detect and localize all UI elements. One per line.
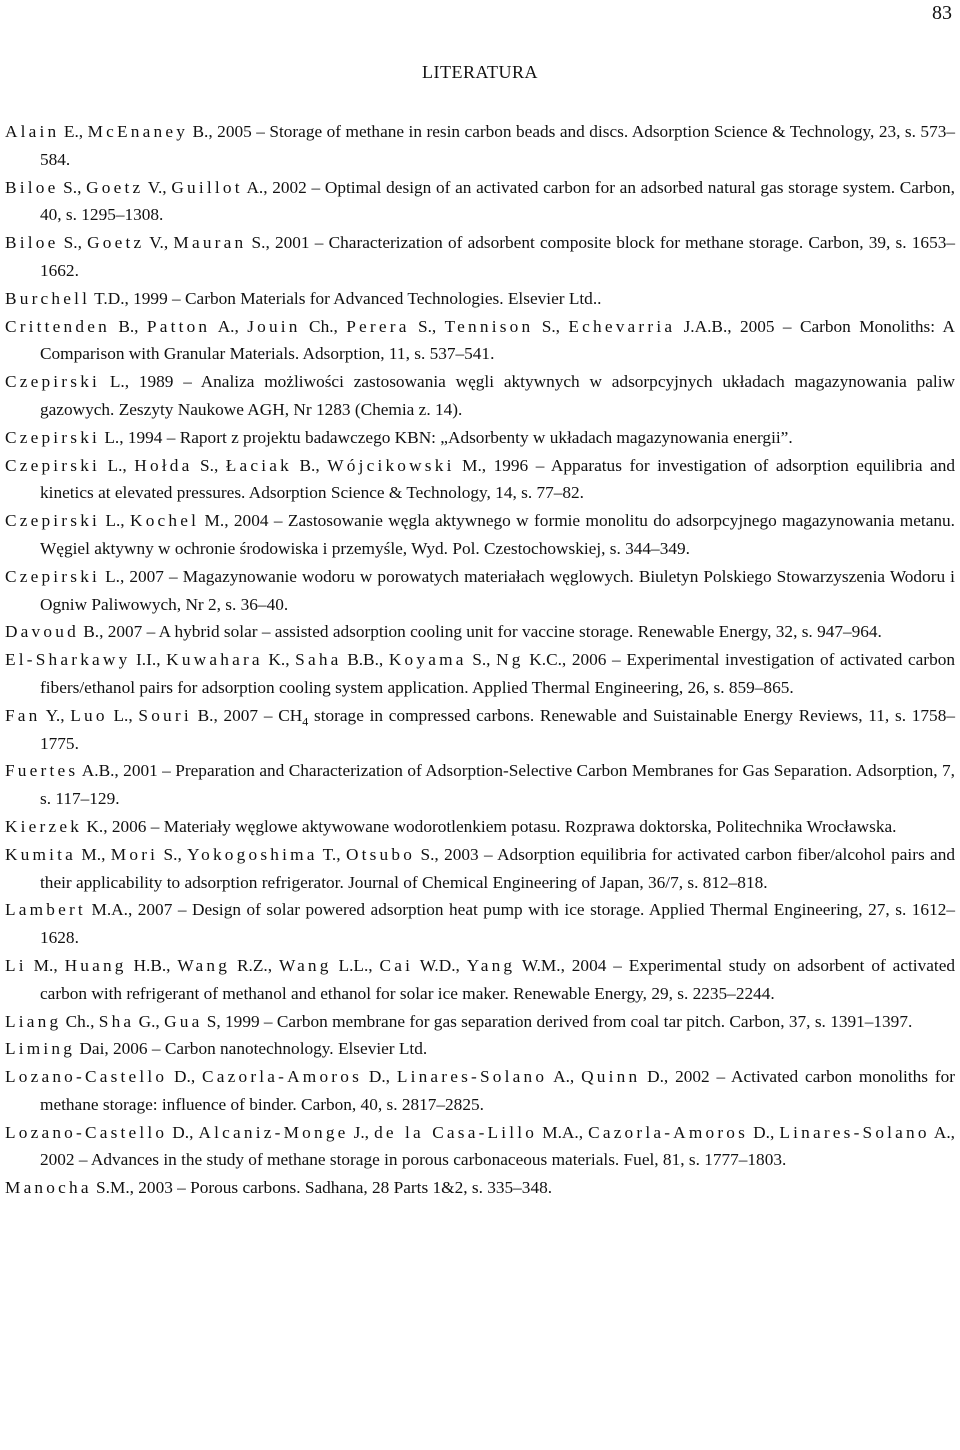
author-name: Luo — [70, 705, 108, 725]
reference-text: storage in compressed carbons. Renewable and Suistainable Energy Reviews, 11, s. 1758–1775. — [40, 705, 955, 753]
subscript: 4 — [302, 714, 309, 729]
author-name: Łaciak — [225, 455, 293, 475]
author-name: Lozano-Castello — [5, 1122, 168, 1142]
author-name: Jouin — [247, 316, 301, 336]
author-name: Yokogoshima — [187, 844, 318, 864]
author-name: Otsubo — [345, 844, 416, 864]
reference-entry — [5, 646, 955, 702]
author-name: Tennison — [444, 316, 534, 336]
reference-text: A., — [210, 316, 248, 336]
author-name: Czepirski — [5, 566, 101, 586]
author-name: Crittenden — [5, 316, 110, 336]
author-name: Czepirski — [5, 511, 101, 531]
reference-entry — [5, 424, 955, 452]
reference-text: S.M., 2003 – Porous carbons. Sadhana, 28 Parts 1&2, s. 335–348. — [91, 1178, 553, 1198]
author-name: Cazorla-Amoros — [588, 1122, 749, 1142]
reference-text: M., 2004 – Zastosowanie węgla aktywnego w formie monolitu do adsorpcyjnego magazynowania metanu. Węgiel aktywny w ochronie środowiska i przemyśle, Wyd. Pol. Czestochowskiej, s. 344–349. — [40, 511, 955, 558]
reference-entry — [5, 952, 955, 1008]
author-name: Biloe — [5, 177, 59, 197]
reference-entry — [5, 507, 955, 563]
author-name: Hołda — [134, 455, 193, 475]
reference-text: A.B., 2001 – Preparation and Characterization of Adsorption-Selective Carbon Membranes for Gas Separation. Adsorption, 7, s. 117–129. — [40, 761, 955, 809]
page-number: 83 — [932, 2, 952, 24]
author-name: Liang — [5, 1011, 62, 1031]
reference-entry — [5, 174, 955, 230]
reference-text: S., 2001 – Characterization of adsorbent composite block for methane storage. Carbon, 39, s. 1653–1662. — [40, 233, 955, 280]
reference-text: I.I., — [130, 650, 167, 670]
reference-entry — [5, 1119, 955, 1175]
author-name: Liming — [5, 1039, 76, 1059]
reference-entry — [5, 702, 955, 758]
reference-text: E., — [59, 122, 88, 141]
author-name: Burchell — [5, 288, 91, 308]
reference-text: J., — [348, 1122, 375, 1142]
author-name: Lambert — [5, 900, 86, 920]
reference-text: M., — [26, 955, 65, 975]
reference-text: S., — [158, 844, 188, 864]
author-name: Kierzek — [5, 816, 83, 836]
reference-list — [5, 118, 955, 1202]
reference-entry — [5, 618, 955, 646]
reference-text: A., 2002 – Optimal design of an activated carbon for an adsorbed natural gas storage system. Carbon, 40, s. 1295–1308. — [40, 177, 955, 225]
reference-text: S, 1999 – Carbon membrane for gas separation derived from coal tar pitch. Carbon, 37, s. 1391–1397. — [202, 1011, 913, 1031]
author-name: Alcaniz-Monge — [198, 1122, 349, 1142]
author-name: de la Casa-Lillo — [374, 1122, 538, 1142]
reference-text: B., 2005 – Storage of methane in resin carbon beads and discs. Adsorption Science & Technology, 23, s. 573–584. — [40, 122, 955, 169]
reference-entry — [5, 229, 955, 285]
reference-text: S., — [466, 650, 497, 670]
reference-entry — [5, 813, 955, 841]
reference-text: K., — [262, 650, 296, 670]
reference-text: T., — [317, 844, 346, 864]
author-name: Souri — [138, 705, 192, 725]
reference-text: K.C., 2006 – Experimental investigation of activated carbon fibers/ethanol pairs for adsorption cooling system application. Applied Thermal Engineering, 26, s. 859–865. — [40, 650, 955, 697]
reference-entry — [5, 841, 955, 897]
author-name: Czepirski — [5, 455, 101, 475]
author-name: Patton — [146, 316, 211, 336]
reference-entry — [5, 1035, 955, 1063]
reference-text: T.D., 1999 – Carbon Materials for Advanced Technologies. Elsevier Ltd.. — [90, 288, 602, 308]
reference-text: L., 2007 – Magazynowanie wodoru w porowatych materiałach węglowych. Biuletyn Polskiego Stowarzyszenia Wodoru i Ogniw Paliwowych, Nr 2, s. 36–40. — [40, 566, 955, 614]
author-name: Linares-Solano — [779, 1122, 930, 1142]
author-name: Goetz — [87, 233, 145, 253]
author-name: Cazorla-Amoros — [202, 1067, 363, 1087]
reference-text: S., 2003 – Adsorption equilibria for activated carbon fiber/alcohol pairs and their applicability to adsorption refrigerator. Journal of Chemical Engineering of Japan, 36/7, s. 812–818. — [40, 844, 955, 892]
reference-text: J.A.B., 2005 – Carbon Monoliths: A Comparison with Granular Materials. Adsorption, 11, s. 537–541. — [40, 316, 955, 364]
reference-text: A., 2002 – Advances in the study of methane storage in porous carbonaceous materials. Fuel, 81, s. 1777–1803. — [40, 1122, 955, 1170]
reference-entry — [5, 313, 955, 369]
reference-text: A., — [547, 1067, 582, 1087]
reference-text: D., — [167, 1067, 203, 1087]
reference-text: S., — [533, 316, 569, 336]
reference-text: L., 1989 – Analiza możliwości zastosowania węgli aktywnych w adsorpcyjnych układach magazynowania paliw gazowych. Zeszyty Naukowe AGH, Nr 1283 (Chemia z. 14). — [40, 372, 955, 419]
reference-entry — [5, 452, 955, 508]
reference-text: R.Z., — [230, 955, 279, 975]
reference-text: L., — [107, 705, 139, 725]
author-name: Goetz — [86, 177, 144, 197]
reference-text: H.B., — [126, 955, 178, 975]
reference-text: L.L., — [331, 955, 380, 975]
author-name: Czepirski — [5, 427, 101, 447]
author-name: Biloe — [5, 233, 59, 253]
author-name: Kuwahara — [166, 650, 263, 670]
reference-entry — [5, 757, 955, 813]
reference-text: Ch., — [61, 1011, 99, 1031]
author-name: Sha — [98, 1011, 135, 1031]
author-name: Guillot — [171, 177, 243, 197]
reference-entry — [5, 896, 955, 952]
author-name: Fuertes — [5, 761, 79, 781]
reference-text: D., — [362, 1067, 397, 1087]
author-name: Echevarria — [568, 316, 676, 336]
reference-entry — [5, 368, 955, 424]
author-name: Wójcikowski — [327, 455, 455, 475]
reference-text: Ch., — [300, 316, 347, 336]
author-name: Gua — [164, 1011, 203, 1031]
reference-entry — [5, 1008, 955, 1036]
reference-text: V., — [143, 177, 172, 197]
reference-entry — [5, 118, 955, 174]
reference-text: W.M., 2004 – Experimental study on adsorbent of activated carbon with refrigerant of methanol and ethanol for solar ice maker. Renewable Energy, 29, s. 2235–2244. — [40, 955, 956, 1003]
reference-text: D., 2002 – Activated carbon monoliths for methane storage: influence of binder. Carbon, 40, s. 2817–2825. — [40, 1067, 956, 1114]
reference-text: S., — [58, 233, 88, 253]
reference-text: Y., — [40, 705, 71, 725]
author-name: Manocha — [5, 1178, 92, 1198]
reference-entry — [5, 563, 955, 619]
author-name: Huang — [64, 955, 127, 975]
reference-text: B., — [292, 455, 328, 475]
reference-text: M.A., 2007 – Design of solar powered adsorption heat pump with ice storage. Applied Thermal Engineering, 27, s. 1612–1628. — [40, 900, 955, 948]
reference-text: S., — [409, 316, 445, 336]
reference-text: M., — [76, 844, 111, 864]
author-name: Ng — [496, 650, 524, 670]
author-name: Davoud — [5, 622, 79, 642]
reference-text: W.D., — [413, 955, 467, 975]
reference-text: M., 1996 – Apparatus for investigation of adsorption equilibria and kinetics at elevated pressures. Adsorption Science & Technology, 14, s. 77–82. — [40, 455, 955, 503]
author-name: Czepirski — [5, 372, 101, 392]
author-name: Quinn — [581, 1067, 641, 1087]
author-name: Mauran — [173, 233, 247, 253]
author-name: Yang — [466, 955, 516, 975]
author-name: Saha — [295, 650, 342, 670]
reference-text: V., — [144, 233, 174, 253]
author-name: Kumita — [5, 844, 77, 864]
author-name: Cai — [379, 955, 414, 975]
reference-text: S., — [192, 455, 226, 475]
reference-text: B., — [109, 316, 147, 336]
reference-entry — [5, 1063, 955, 1119]
reference-entry — [5, 285, 955, 313]
reference-text: M.A., — [537, 1122, 589, 1142]
reference-text: L., — [100, 511, 131, 531]
author-name: Li — [5, 955, 27, 975]
reference-text: G., — [134, 1011, 165, 1031]
author-name: McEnaney — [87, 122, 189, 141]
reference-text: L., 1994 – Raport z projektu badawczego KBN: „Adsorbenty w układach magazynowania energii”. — [100, 427, 793, 447]
author-name: Mori — [110, 844, 159, 864]
author-name: Perera — [346, 316, 410, 336]
author-name: Koyama — [388, 650, 467, 670]
reference-text: S., — [58, 177, 87, 197]
reference-text: K., 2006 – Materiały węglowe aktywowane wodorotlenkiem potasu. Rozprawa doktorska, Politechnika Wrocławska. — [82, 816, 897, 836]
reference-text: D., — [167, 1122, 199, 1142]
author-name: Fan — [5, 705, 41, 725]
author-name: Alain — [5, 122, 60, 141]
reference-text: B., 2007 – A hybrid solar – assisted adsorption cooling unit for vaccine storage. Renewable Energy, 32, s. 947–964. — [78, 622, 882, 642]
reference-text: B., 2007 – CH — [191, 705, 303, 725]
author-name: Wang — [278, 955, 332, 975]
author-name: Wang — [177, 955, 231, 975]
reference-text: D., — [748, 1122, 780, 1142]
author-name: Linares-Solano — [396, 1067, 548, 1087]
reference-entry — [5, 1174, 955, 1202]
author-name: Lozano-Castello — [5, 1067, 168, 1087]
author-name: El-Sharkawy — [5, 650, 131, 670]
author-name: Kochel — [130, 511, 200, 531]
section-heading: LITERATURA — [422, 62, 538, 82]
reference-text: L., — [100, 455, 135, 475]
reference-text: Dai, 2006 – Carbon nanotechnology. Elsevier Ltd. — [75, 1039, 428, 1059]
reference-text: B.B., — [341, 650, 389, 670]
